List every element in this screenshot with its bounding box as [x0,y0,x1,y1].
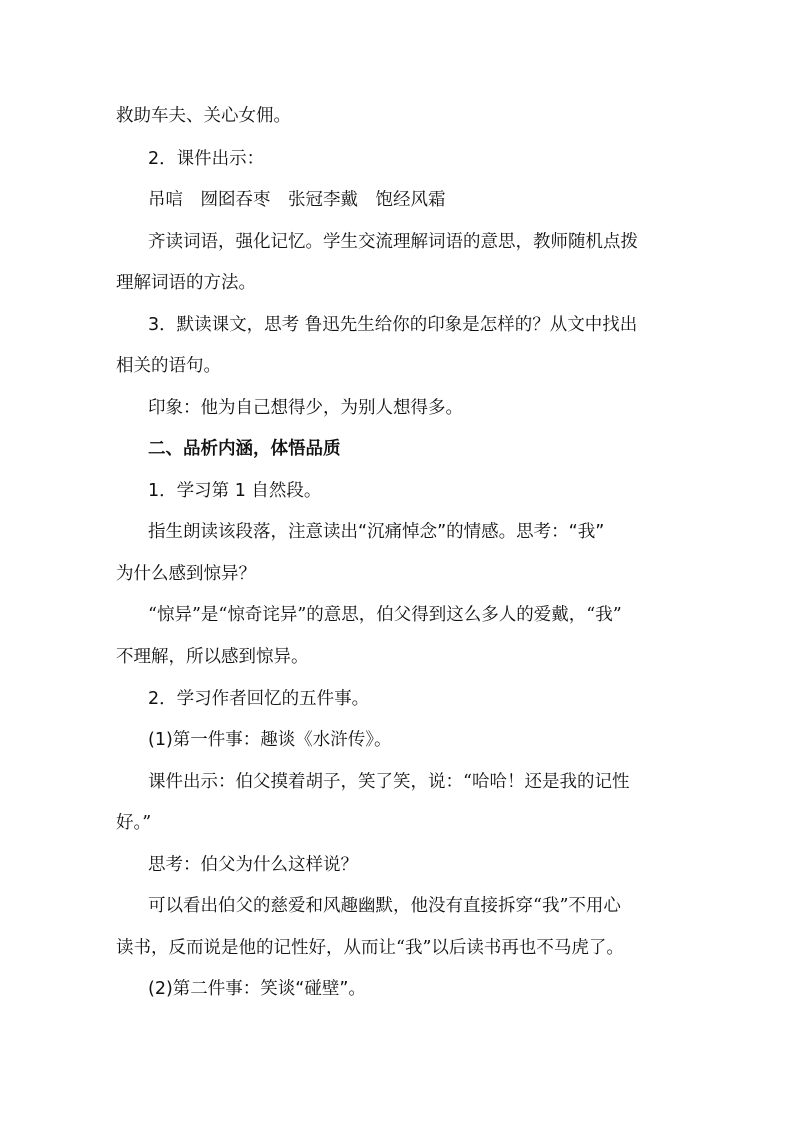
text-line: 齐读词语，强化记忆。学生交流理解词语的意思，教师随机点拨 [148,232,638,252]
text-line: (1)第一件事：趣谈《水浒传》。 [148,730,392,750]
text-line: 可以看出伯父的慈爱和风趣幽默，他没有直接拆穿“我”不用心 [148,896,621,916]
text-line: 读书，反而说是他的记性好，从而让“我”以后读书再也不马虎了。 [116,938,624,958]
text-line: “惊异”是“惊奇诧异”的意思，伯父得到这么多人的爱戴，“我” [148,605,622,625]
text-line: 不理解，所以感到惊异。 [116,647,309,667]
text-line: 指生朗读该段落，注意读出“沉痛悼念”的情感。思考：“我” [148,522,605,542]
text-line: 救助车夫、关心女佣。 [116,106,291,126]
text-line: 相关的语句。 [116,356,221,376]
text-line: 好。” [116,813,152,833]
text-line: (2)第二件事：笑谈“碰壁”。 [148,979,366,999]
text-line: 2．课件出示： [148,149,265,169]
text-line: 为什么感到惊异？ [116,564,256,584]
text-line: 吊唁 囫囵吞枣 张冠李戴 饱经风霜 [148,190,446,210]
section-heading: 二、品析内涵，体悟品质 [148,439,341,459]
text-line: 1．学习第 1 自然段。 [148,481,322,501]
text-line: 2．学习作者回忆的五件事。 [148,689,370,709]
text-line: 思考：伯父为什么这样说？ [148,855,358,875]
text-line: 3．默读课文，思考 鲁迅先生给你的印象是怎样的？从文中找出 [148,315,638,335]
text-line: 印象：他为自己想得少，为别人想得多。 [148,398,463,418]
text-line: 理解词语的方法。 [116,273,256,293]
text-line: 课件出示：伯父摸着胡子，笑了笑，说：“哈哈！还是我的记性 [148,772,630,792]
